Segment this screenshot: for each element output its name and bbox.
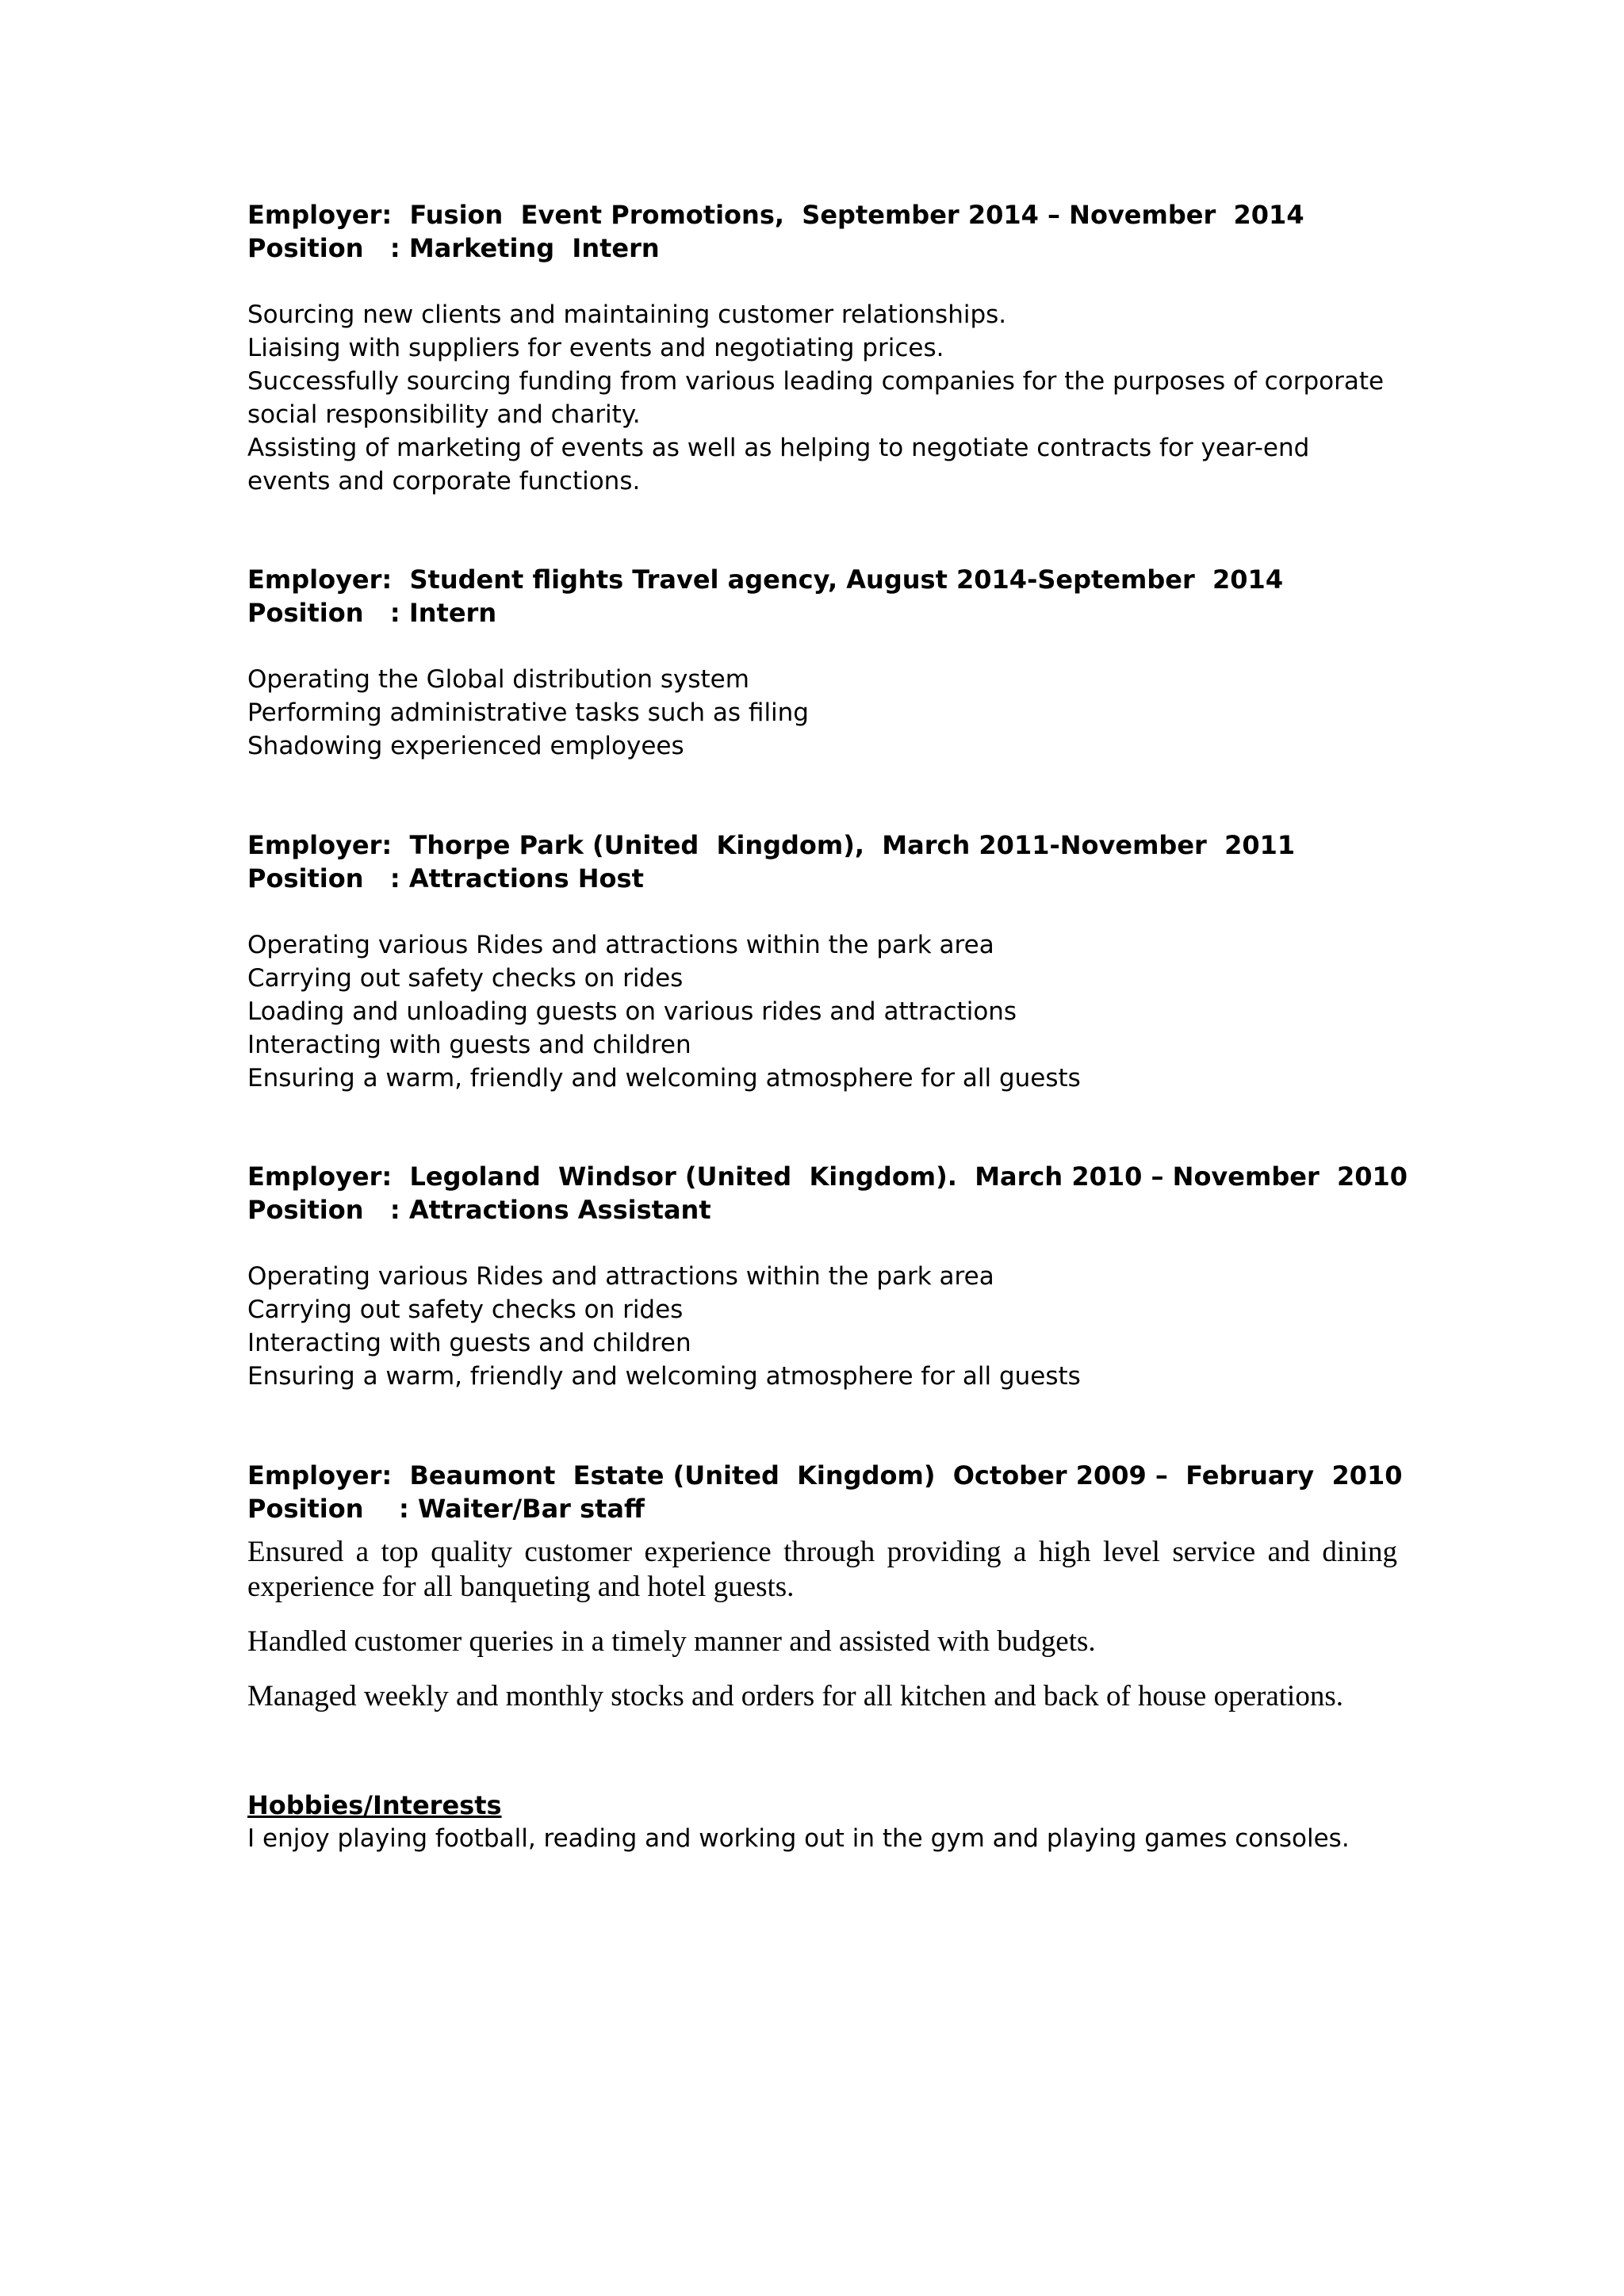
hobbies-text: I enjoy playing football, reading and working out in the gym and playing games consoles. [247,1824,1350,1853]
job-entry-thorpe-park [247,828,1397,1095]
job-entry-legoland [247,1160,1408,1393]
employer-line: Employer: Student flights Travel agency, August 2014-September 2014 [247,564,1284,595]
duty-item: Shadowing experienced employees [247,732,684,760]
employer-line: Employer: Beaumont Estate (United Kingdom) October 2009 – February 2010 [247,1460,1403,1490]
position-line: Position : Attractions Host [247,863,644,894]
duty-item: Ensured a top quality customer experience through providing a high level service and dining experience for all banqueting and hotel guests. [247,1536,1397,1603]
hobbies-section [247,1789,1397,1855]
duty-list [247,1260,1397,1393]
duty-item: Assisting of marketing of events as well as helping to negotiate contracts for year-end events and corporate functions. [247,434,1310,496]
position-line: Position : Intern [247,598,497,628]
duty-item: Carrying out safety checks on rides [247,1295,684,1324]
position-line: Position : Marketing Intern [247,233,660,263]
position-line: Position : Attractions Assistant [247,1195,711,1225]
duty-item: Interacting with guests and children [247,1031,691,1059]
employer-line: Employer: Fusion Event Promotions, September 2014 – November 2014 [247,200,1304,230]
duty-item: Operating various Rides and attractions within the park area [247,1262,994,1291]
job-entry-student-flights [247,563,1397,763]
duty-item: Handled customer queries in a timely manner and assisted with budgets. [247,1625,1096,1658]
duty-item: Successfully sourcing funding from various leading companies for the purposes of corporate social responsibility and charity. [247,367,1385,429]
duty-item: Sourcing new clients and maintaining customer relationships. [247,300,1007,329]
duty-item: Operating various Rides and attractions within the park area [247,931,994,959]
employer-line: Employer: Legoland Windsor (United Kingdom). March 2010 – November 2010 [247,1161,1408,1192]
employer-line: Employer: Thorpe Park (United Kingdom), March 2011-November 2011 [247,830,1296,860]
position-line: Position : Waiter/Bar staff [247,1494,645,1524]
job-entry-fusion [247,198,1397,498]
duty-list [247,663,1397,763]
duty-list [247,928,1397,1095]
duty-list [247,1535,1397,1714]
duty-item: Loading and unloading guests on various rides and attractions [247,997,1017,1026]
job-entry-beaumont [247,1459,1403,1734]
duty-item: Carrying out safety checks on rides [247,964,684,993]
duty-item: Ensuring a warm, friendly and welcoming atmosphere for all guests [247,1064,1081,1093]
duty-item: Performing administrative tasks such as filing [247,698,809,727]
duty-item: Interacting with guests and children [247,1329,691,1357]
duty-item: Managed weekly and monthly stocks and orders for all kitchen and back of house operations. [247,1680,1343,1712]
duty-item: Ensuring a warm, friendly and welcoming atmosphere for all guests [247,1362,1081,1391]
duty-item: Liaising with suppliers for events and negotiating prices. [247,334,944,362]
duty-item: Operating the Global distribution system [247,665,749,694]
duty-list [247,298,1397,498]
hobbies-heading: Hobbies/Interests [247,1790,502,1820]
